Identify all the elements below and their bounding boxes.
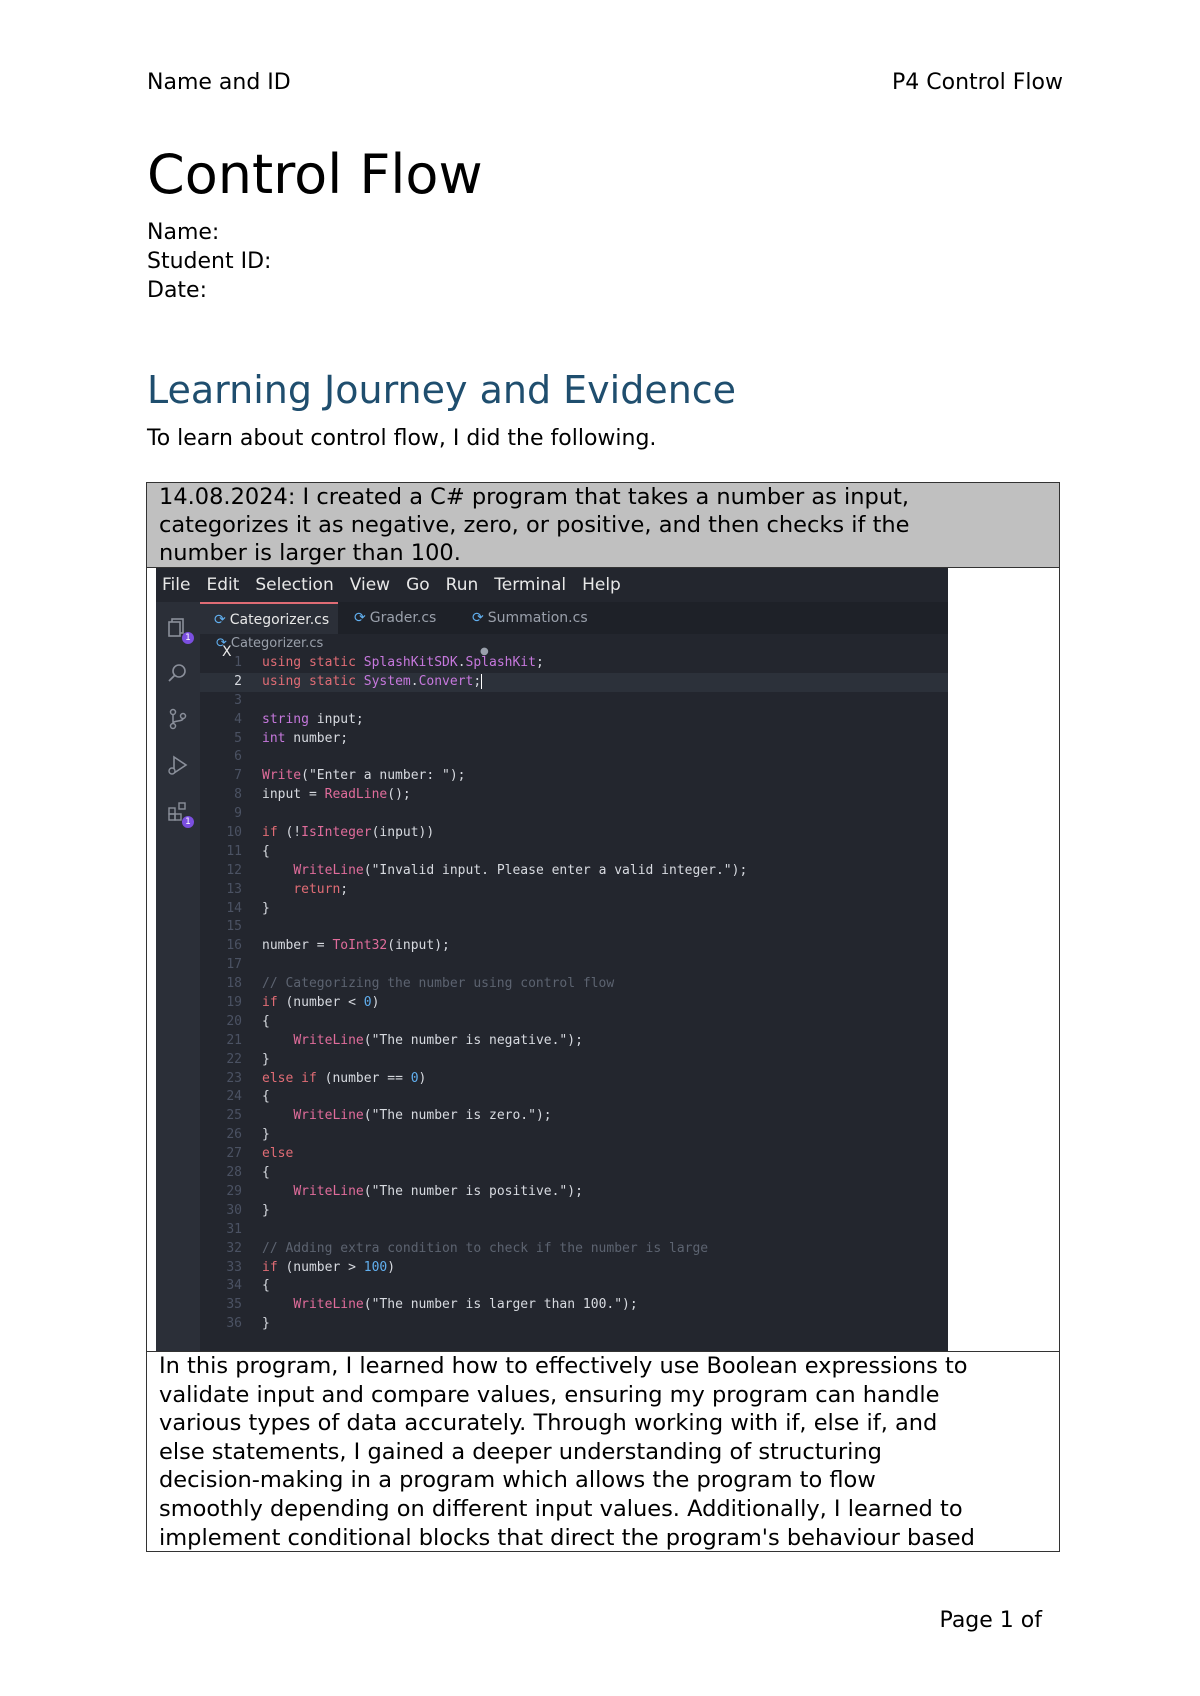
code-text: } xyxy=(262,1316,270,1332)
line-number: 8 xyxy=(234,787,242,803)
code-text: } xyxy=(262,1127,270,1143)
code-text: { xyxy=(262,1278,270,1294)
code-text: using static SplashKitSDK.SplashKit; xyxy=(262,655,544,670)
line-number: 16 xyxy=(226,938,242,954)
line-number: 6 xyxy=(234,749,242,765)
unsaved-dot-icon: ● xyxy=(480,646,489,657)
code-line xyxy=(200,824,948,843)
code-editor-screenshot xyxy=(156,568,948,1352)
code-line xyxy=(200,673,948,692)
line-number: 29 xyxy=(226,1183,242,1199)
line-number: 34 xyxy=(226,1278,242,1294)
line-number: 12 xyxy=(226,862,242,878)
code-text: WriteLine("The number is zero."); xyxy=(293,1108,552,1124)
run-debug-icon xyxy=(167,754,189,776)
search-icon xyxy=(167,662,189,684)
menu-file: File xyxy=(162,575,191,595)
csharp-file-icon: ⟳ xyxy=(214,612,226,628)
line-number: 20 xyxy=(226,1013,242,1029)
menu-help: Help xyxy=(582,575,621,595)
tab-categorizer: ⟳ Categorizer.cs X xyxy=(200,602,338,634)
code-line xyxy=(200,1013,948,1032)
code-line xyxy=(200,654,948,673)
code-text: using static System.Convert; xyxy=(262,673,482,689)
line-number: 27 xyxy=(226,1146,242,1162)
line-number: 33 xyxy=(226,1259,242,1275)
tab-grader: ⟳ Grader.cs xyxy=(354,610,437,626)
code-line xyxy=(200,805,948,824)
line-number: 11 xyxy=(226,843,242,859)
code-text: WriteLine("Invalid input. Please enter a valid integer."); xyxy=(293,862,748,878)
line-number: 21 xyxy=(226,1032,242,1048)
line-number: 4 xyxy=(234,711,242,727)
code-text: // Adding extra condition to check if the number is large xyxy=(262,1240,709,1256)
line-number: 14 xyxy=(226,900,242,916)
name-label: Name: xyxy=(147,220,220,245)
code-line xyxy=(200,918,948,937)
reflection-cell xyxy=(146,1351,1060,1552)
code-line xyxy=(200,1221,948,1240)
menu-edit: Edit xyxy=(206,575,240,595)
menu-selection: Selection xyxy=(255,575,334,595)
code-line xyxy=(200,1296,948,1315)
code-line xyxy=(200,1277,948,1296)
source-control-icon xyxy=(167,708,189,730)
code-text: else xyxy=(262,1146,294,1162)
code-text: number = ToInt32(input); xyxy=(262,938,450,954)
code-text: string input; xyxy=(262,711,364,727)
line-number: 18 xyxy=(226,976,242,992)
code-line xyxy=(200,730,948,749)
code-line xyxy=(200,767,948,786)
code-text: WriteLine("The number is positive."); xyxy=(293,1183,583,1199)
code-line xyxy=(200,1315,948,1334)
header-document-code: P4 Control Flow xyxy=(892,70,1063,95)
code-area xyxy=(200,654,948,1334)
line-number: 10 xyxy=(226,825,242,841)
code-line xyxy=(200,1051,948,1070)
student-id-label: Student ID: xyxy=(147,249,272,274)
code-text: } xyxy=(262,1051,270,1067)
page-number: Page 1 of xyxy=(939,1608,1042,1633)
activity-bar xyxy=(156,602,200,1352)
code-line xyxy=(200,748,948,767)
line-number: 25 xyxy=(226,1108,242,1124)
line-number: 36 xyxy=(226,1316,242,1332)
code-text: WriteLine("The number is negative."); xyxy=(293,1032,583,1048)
line-number: 24 xyxy=(226,1089,242,1105)
code-text: input = ReadLine(); xyxy=(262,787,411,803)
code-line xyxy=(200,1240,948,1259)
text-cursor xyxy=(481,674,482,689)
code-text: return; xyxy=(293,881,349,897)
code-text: int number; xyxy=(262,730,349,746)
line-number: 23 xyxy=(226,1070,242,1086)
code-text: { xyxy=(262,1089,270,1105)
code-line xyxy=(200,956,948,975)
code-line xyxy=(200,711,948,730)
code-line xyxy=(200,1183,948,1202)
code-line xyxy=(200,1145,948,1164)
breadcrumb: ⟳ Categorizer.cs xyxy=(216,636,324,651)
code-line xyxy=(200,692,948,711)
line-number: 7 xyxy=(234,768,242,784)
code-line xyxy=(200,1088,948,1107)
line-number: 26 xyxy=(226,1127,242,1143)
line-number: 13 xyxy=(226,881,242,897)
section-heading: Learning Journey and Evidence xyxy=(147,368,737,412)
code-text: Write("Enter a number: "); xyxy=(262,768,466,784)
csharp-file-icon: ⟳ xyxy=(216,636,227,651)
csharp-file-icon: ⟳ xyxy=(354,610,366,626)
line-number: 35 xyxy=(226,1297,242,1313)
section-intro: To learn about control flow, I did the following. xyxy=(147,426,657,451)
code-line xyxy=(200,786,948,805)
line-number: 5 xyxy=(234,730,242,746)
files-badge: 1 xyxy=(182,632,194,644)
code-line xyxy=(200,881,948,900)
code-line xyxy=(200,1070,948,1089)
line-number: 28 xyxy=(226,1165,242,1181)
code-text: if (number < 0) xyxy=(262,995,380,1011)
csharp-file-icon: ⟳ xyxy=(472,610,484,626)
code-line xyxy=(200,1202,948,1221)
code-text: { xyxy=(262,843,270,859)
code-text: } xyxy=(262,900,270,916)
code-line xyxy=(200,843,948,862)
date-label: Date: xyxy=(147,278,207,303)
code-line xyxy=(200,900,948,919)
entry-summary-cell xyxy=(146,482,1060,568)
code-text: if (!IsInteger(input)) xyxy=(262,825,435,841)
code-line xyxy=(200,1032,948,1051)
code-text: { xyxy=(262,1013,270,1029)
line-number: 22 xyxy=(226,1051,242,1067)
line-number: 2 xyxy=(234,673,242,689)
line-number: 3 xyxy=(234,692,242,708)
line-number: 9 xyxy=(234,806,242,822)
tab-summation: ⟳ Summation.cs ● xyxy=(472,610,588,657)
line-number: 31 xyxy=(226,1221,242,1237)
extensions-badge: 1 xyxy=(182,816,194,828)
menu-terminal: Terminal xyxy=(494,575,567,595)
code-line xyxy=(200,1164,948,1183)
code-text: } xyxy=(262,1202,270,1218)
line-number: 19 xyxy=(226,995,242,1011)
reflection-text: In this program, I learned how to effectively use Boolean expressions to validate input and compare values, ensuring my program can handle various types of data accurately. Through working with if, else if, and else statements, I gained a deeper understanding of structuring decision-making in a program which allows the program to flow smoothly depending on different input values. Additionally, I learned to implement conditional blocks that direct the program's behaviour based xyxy=(159,1353,975,1551)
code-line xyxy=(200,937,948,956)
line-number: 30 xyxy=(226,1202,242,1218)
line-number: 15 xyxy=(226,919,242,935)
editor-menubar xyxy=(156,568,948,602)
entry-summary-text: 14.08.2024: I created a C# program that takes a number as input, categorizes it as negative, zero, or positive, and then checks if the number is larger than 100. xyxy=(159,484,910,566)
code-text: { xyxy=(262,1165,270,1181)
code-line xyxy=(200,1107,948,1126)
line-number: 17 xyxy=(226,957,242,973)
line-number: 32 xyxy=(226,1240,242,1256)
code-text: // Categorizing the number using control flow xyxy=(262,976,615,992)
code-text: else if (number == 0) xyxy=(262,1070,427,1086)
menu-go: Go xyxy=(406,575,430,595)
code-text: if (number > 100) xyxy=(262,1259,396,1275)
code-line xyxy=(200,975,948,994)
student-meta xyxy=(147,218,271,305)
code-line xyxy=(200,1126,948,1145)
page-title: Control Flow xyxy=(147,143,483,206)
editor-tabs xyxy=(200,602,948,660)
code-line xyxy=(200,1259,948,1278)
code-line xyxy=(200,994,948,1013)
header-name-id: Name and ID xyxy=(147,70,291,95)
close-icon: X xyxy=(222,644,232,660)
code-line xyxy=(200,862,948,881)
menu-run: Run xyxy=(445,575,479,595)
menu-view: View xyxy=(349,575,391,595)
line-number: 1 xyxy=(234,655,242,670)
code-text: WriteLine("The number is larger than 100."); xyxy=(293,1297,638,1313)
